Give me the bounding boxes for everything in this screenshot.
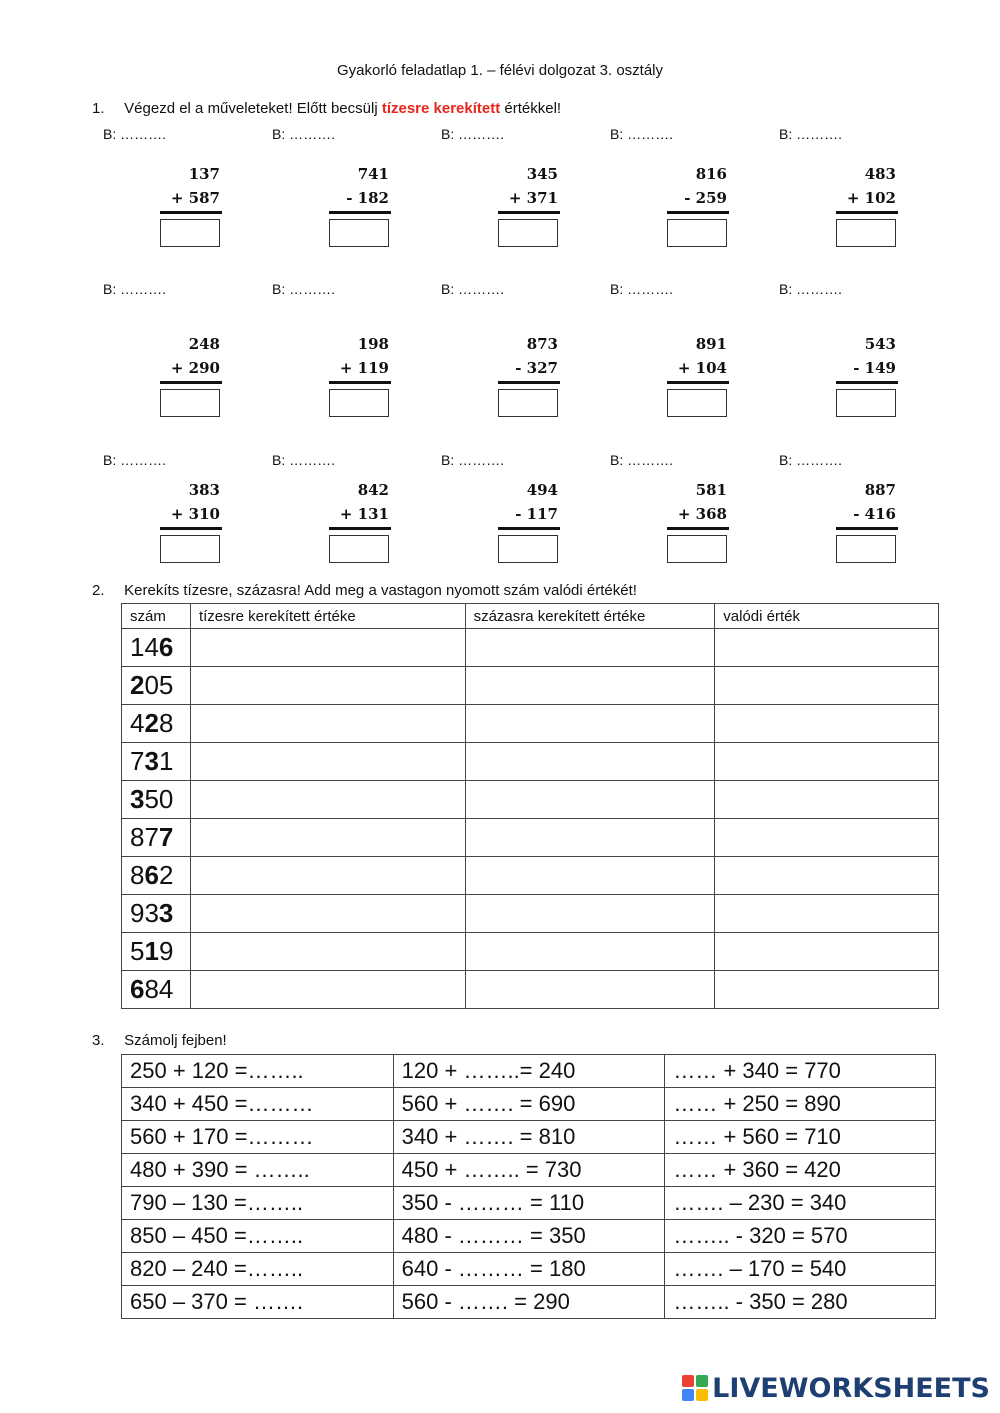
operand-top: 483 (864, 165, 896, 183)
tens-answer-cell[interactable] (190, 667, 465, 705)
answer-box[interactable] (498, 219, 558, 247)
tens-answer-cell[interactable] (190, 705, 465, 743)
hundreds-answer-cell[interactable] (465, 895, 715, 933)
number-cell (122, 629, 191, 667)
tens-answer-cell[interactable] (190, 857, 465, 895)
rounding-row (122, 819, 939, 857)
mental-row (122, 1286, 936, 1319)
number-bold-digit: 7 (158, 822, 174, 852)
task3-heading (92, 1032, 227, 1049)
estimate-field[interactable]: B: ………. (610, 126, 674, 142)
operand-top: 816 (695, 165, 727, 183)
mental-exercise-cell[interactable]: 350 - ……… = 110 (393, 1187, 665, 1220)
tens-answer-cell[interactable] (190, 819, 465, 857)
mental-exercise-cell[interactable]: 560 + ……. = 690 (393, 1088, 665, 1121)
answer-box[interactable] (329, 219, 389, 247)
operand-bottom: - 117 (515, 505, 558, 523)
operations-row (0, 281, 1000, 421)
mental-exercise-cell[interactable]: 450 + …….. = 730 (393, 1154, 665, 1187)
mental-exercise-cell[interactable]: …… + 250 = 890 (665, 1088, 936, 1121)
operand-top: 842 (357, 481, 389, 499)
operation-item (441, 281, 618, 421)
operand-bottom: - 182 (346, 189, 389, 207)
sum-rule (667, 381, 729, 384)
number-plain-part: 84 (144, 974, 174, 1004)
hundreds-answer-cell[interactable] (465, 933, 715, 971)
number-plain-part: 9 (158, 936, 174, 966)
sum-rule (836, 211, 898, 214)
tens-answer-cell[interactable] (190, 933, 465, 971)
operand-bottom: + 119 (339, 359, 389, 377)
operations-row (0, 452, 1000, 592)
sum-rule (667, 211, 729, 214)
number-plain-part: 2 (158, 860, 174, 890)
mental-row (122, 1154, 936, 1187)
number-cell (122, 933, 191, 971)
operand-bottom: + 368 (677, 505, 727, 523)
mental-exercise-cell[interactable]: 560 + 170 =……… (122, 1121, 394, 1154)
task1-heading (92, 100, 561, 117)
rounding-row (122, 743, 939, 781)
answer-box[interactable] (498, 535, 558, 563)
tens-answer-cell[interactable] (190, 781, 465, 819)
tens-answer-cell[interactable] (190, 629, 465, 667)
real-value-cell[interactable] (715, 781, 939, 819)
hundreds-answer-cell[interactable] (465, 705, 715, 743)
operation-item (272, 281, 449, 421)
mental-exercise-cell[interactable]: ……. – 230 = 340 (665, 1187, 936, 1220)
real-value-cell[interactable] (715, 705, 939, 743)
rounding-row (122, 933, 939, 971)
mental-row (122, 1088, 936, 1121)
number-bold-digit: 2 (144, 708, 159, 738)
operations-row (0, 126, 1000, 266)
number-bold-digit: 6 (158, 632, 174, 662)
number-cell (122, 743, 191, 781)
logo-text: LIVEWORKSHEETS (712, 1372, 990, 1404)
estimate-field[interactable]: B: ………. (272, 281, 336, 297)
sum-rule (498, 381, 560, 384)
sum-rule (836, 527, 898, 530)
rounding-row (122, 705, 939, 743)
operand-bottom: + 102 (846, 189, 896, 207)
operand-top: 543 (864, 335, 896, 353)
mental-exercise-cell[interactable]: …… + 560 = 710 (665, 1121, 936, 1154)
number-cell (122, 895, 191, 933)
number-cell (122, 781, 191, 819)
answer-box[interactable] (329, 389, 389, 417)
task2-text: Kerekíts tízesre, százasra! Add meg a vastagon nyomott szám valódi értékét! (124, 582, 637, 599)
sum-rule (836, 381, 898, 384)
rounding-row (122, 781, 939, 819)
operation-item (610, 452, 787, 592)
number-plain-part: 4 (130, 708, 145, 738)
tens-answer-cell[interactable] (190, 743, 465, 781)
operation-item (272, 452, 449, 592)
estimate-field[interactable]: B: ………. (103, 281, 167, 297)
real-value-cell[interactable] (715, 629, 939, 667)
header-szam: szám (122, 604, 191, 629)
sum-rule (329, 211, 391, 214)
real-value-cell[interactable] (715, 743, 939, 781)
operation-item (441, 126, 618, 266)
hundreds-answer-cell[interactable] (465, 667, 715, 705)
number-bold-digit: 3 (130, 784, 145, 814)
number-plain-part: 7 (130, 746, 145, 776)
mental-exercise-cell[interactable]: …….. - 320 = 570 (665, 1220, 936, 1253)
mental-exercise-cell[interactable]: …… + 340 = 770 (665, 1055, 936, 1088)
operand-top: 345 (526, 165, 558, 183)
rounding-row (122, 629, 939, 667)
estimate-field[interactable]: B: ………. (610, 452, 674, 468)
number-plain-part: 50 (144, 784, 174, 814)
estimate-field[interactable]: B: ………. (779, 281, 843, 297)
number-bold-digit: 6 (144, 860, 159, 890)
tens-answer-cell[interactable] (190, 971, 465, 1009)
rounding-table-header (122, 604, 939, 629)
mental-exercise-cell[interactable]: 250 + 120 =…….. (122, 1055, 394, 1088)
header-szazasra: százasra kerekített értéke (465, 604, 715, 629)
mental-exercise-cell[interactable]: 560 - ……. = 290 (393, 1286, 665, 1319)
sum-rule (667, 527, 729, 530)
mental-exercise-cell[interactable]: 790 – 130 =…….. (122, 1187, 394, 1220)
mental-exercise-cell[interactable]: 340 + 450 =……… (122, 1088, 394, 1121)
hundreds-answer-cell[interactable] (465, 971, 715, 1009)
mental-exercise-cell[interactable]: 480 - ……… = 350 (393, 1220, 665, 1253)
number-plain-part: 5 (130, 936, 145, 966)
hundreds-answer-cell[interactable] (465, 781, 715, 819)
answer-box[interactable] (329, 535, 389, 563)
real-value-cell[interactable] (715, 857, 939, 895)
operation-item (103, 126, 280, 266)
operand-bottom: - 327 (515, 359, 558, 377)
number-plain-part: 1 (158, 746, 174, 776)
rounding-table (121, 603, 939, 1009)
hundreds-answer-cell[interactable] (465, 819, 715, 857)
task3-text: Számolj fejben! (124, 1032, 227, 1049)
liveworksheets-logo (682, 1371, 990, 1405)
mental-exercise-cell[interactable]: …….. - 350 = 280 (665, 1286, 936, 1319)
number-plain-part: 8 (158, 708, 174, 738)
number-bold-digit: 3 (144, 746, 159, 776)
mental-exercise-cell[interactable]: 340 + ……. = 810 (393, 1121, 665, 1154)
task2-heading (92, 582, 637, 599)
number-cell (122, 667, 191, 705)
real-value-cell[interactable] (715, 895, 939, 933)
tens-answer-cell[interactable] (190, 895, 465, 933)
operation-item (272, 126, 449, 266)
mental-row (122, 1121, 936, 1154)
estimate-field[interactable]: B: ………. (272, 126, 336, 142)
sum-rule (498, 211, 560, 214)
mental-exercise-cell[interactable]: 640 - ……… = 180 (393, 1253, 665, 1286)
estimate-field[interactable]: B: ………. (272, 452, 336, 468)
mental-exercise-cell[interactable]: …… + 360 = 420 (665, 1154, 936, 1187)
operand-top: 873 (526, 335, 558, 353)
operand-bottom: + 371 (508, 189, 558, 207)
number-plain-part: 05 (144, 670, 174, 700)
logo-mark-icon (682, 1375, 708, 1401)
mental-row (122, 1253, 936, 1286)
operation-item (441, 452, 618, 592)
mental-row (122, 1187, 936, 1220)
estimate-field[interactable]: B: ………. (779, 126, 843, 142)
mental-exercise-cell[interactable]: ……. – 170 = 540 (665, 1253, 936, 1286)
operation-item (779, 126, 956, 266)
answer-box[interactable] (667, 219, 727, 247)
answer-box[interactable] (836, 535, 896, 563)
rounding-row (122, 895, 939, 933)
hundreds-answer-cell[interactable] (465, 629, 715, 667)
real-value-cell[interactable] (715, 971, 939, 1009)
rounding-row (122, 667, 939, 705)
mental-row (122, 1220, 936, 1253)
mental-exercise-cell[interactable]: 650 – 370 = ……. (122, 1286, 394, 1319)
operand-bottom: + 131 (339, 505, 389, 523)
page-title: Gyakorló feladatlap 1. – félévi dolgozat 3. osztály (336, 62, 664, 79)
operation-item (779, 452, 956, 592)
estimate-field[interactable]: B: ………. (441, 126, 505, 142)
task2-number: 2. (92, 582, 105, 599)
number-cell (122, 819, 191, 857)
operation-item (103, 452, 280, 592)
task1-number: 1. (92, 100, 105, 117)
mental-row (122, 1055, 936, 1088)
operand-bottom: - 259 (684, 189, 727, 207)
operand-top: 581 (695, 481, 727, 499)
sum-rule (160, 527, 222, 530)
operand-top: 887 (864, 481, 896, 499)
operand-top: 198 (357, 335, 389, 353)
rounding-row (122, 971, 939, 1009)
operation-item (610, 281, 787, 421)
operand-top: 891 (695, 335, 727, 353)
operand-bottom: + 310 (170, 505, 220, 523)
number-plain-part: 14 (130, 632, 159, 662)
operand-top: 741 (357, 165, 389, 183)
sum-rule (160, 211, 222, 214)
number-bold-digit: 2 (130, 670, 145, 700)
operand-bottom: + 587 (170, 189, 220, 207)
header-tizesre: tízesre kerekített értéke (190, 604, 465, 629)
operand-bottom: + 290 (170, 359, 220, 377)
answer-box[interactable] (160, 219, 220, 247)
hundreds-answer-cell[interactable] (465, 743, 715, 781)
task1-text-red: tízesre kerekített (381, 100, 501, 117)
estimate-field[interactable]: B: ………. (610, 281, 674, 297)
hundreds-answer-cell[interactable] (465, 857, 715, 895)
sum-rule (329, 527, 391, 530)
header-valodi: valódi érték (715, 604, 939, 629)
operand-bottom: + 104 (677, 359, 727, 377)
number-cell (122, 705, 191, 743)
real-value-cell[interactable] (715, 667, 939, 705)
mental-math-table (121, 1054, 936, 1319)
operand-top: 137 (188, 165, 220, 183)
mental-exercise-cell[interactable]: 120 + ……..= 240 (393, 1055, 665, 1088)
answer-box[interactable] (667, 535, 727, 563)
answer-box[interactable] (667, 389, 727, 417)
answer-box[interactable] (498, 389, 558, 417)
task3-number: 3. (92, 1032, 105, 1049)
operand-top: 248 (188, 335, 220, 353)
rounding-row (122, 857, 939, 895)
task1-text-after: értékkel! (500, 100, 562, 117)
answer-box[interactable] (836, 219, 896, 247)
estimate-field[interactable]: B: ………. (441, 452, 505, 468)
number-bold-digit: 3 (158, 898, 174, 928)
operation-item (610, 126, 787, 266)
number-cell (122, 971, 191, 1009)
operation-item (779, 281, 956, 421)
sum-rule (329, 381, 391, 384)
number-plain-part: 93 (130, 898, 159, 928)
number-bold-digit: 6 (130, 974, 145, 1004)
operand-top: 383 (188, 481, 220, 499)
number-bold-digit: 1 (144, 936, 159, 966)
answer-box[interactable] (160, 535, 220, 563)
mental-exercise-cell[interactable]: 820 – 240 =…….. (122, 1253, 394, 1286)
mental-exercise-cell[interactable]: 480 + 390 = …….. (122, 1154, 394, 1187)
sum-rule (498, 527, 560, 530)
operand-top: 494 (526, 481, 558, 499)
number-plain-part: 8 (130, 860, 145, 890)
mental-exercise-cell[interactable]: 850 – 450 =…….. (122, 1220, 394, 1253)
number-plain-part: 87 (130, 822, 159, 852)
answer-box[interactable] (836, 389, 896, 417)
answer-box[interactable] (160, 389, 220, 417)
estimate-field[interactable]: B: ………. (103, 452, 167, 468)
operand-bottom: - 416 (853, 505, 896, 523)
estimate-field[interactable]: B: ………. (103, 126, 167, 142)
sum-rule (160, 381, 222, 384)
number-cell (122, 857, 191, 895)
real-value-cell[interactable] (715, 933, 939, 971)
estimate-field[interactable]: B: ………. (441, 281, 505, 297)
task1-text-before: Végezd el a műveleteket! Előtt becsülj (124, 100, 382, 117)
estimate-field[interactable]: B: ………. (779, 452, 843, 468)
real-value-cell[interactable] (715, 819, 939, 857)
operation-item (103, 281, 280, 421)
operand-bottom: - 149 (853, 359, 896, 377)
